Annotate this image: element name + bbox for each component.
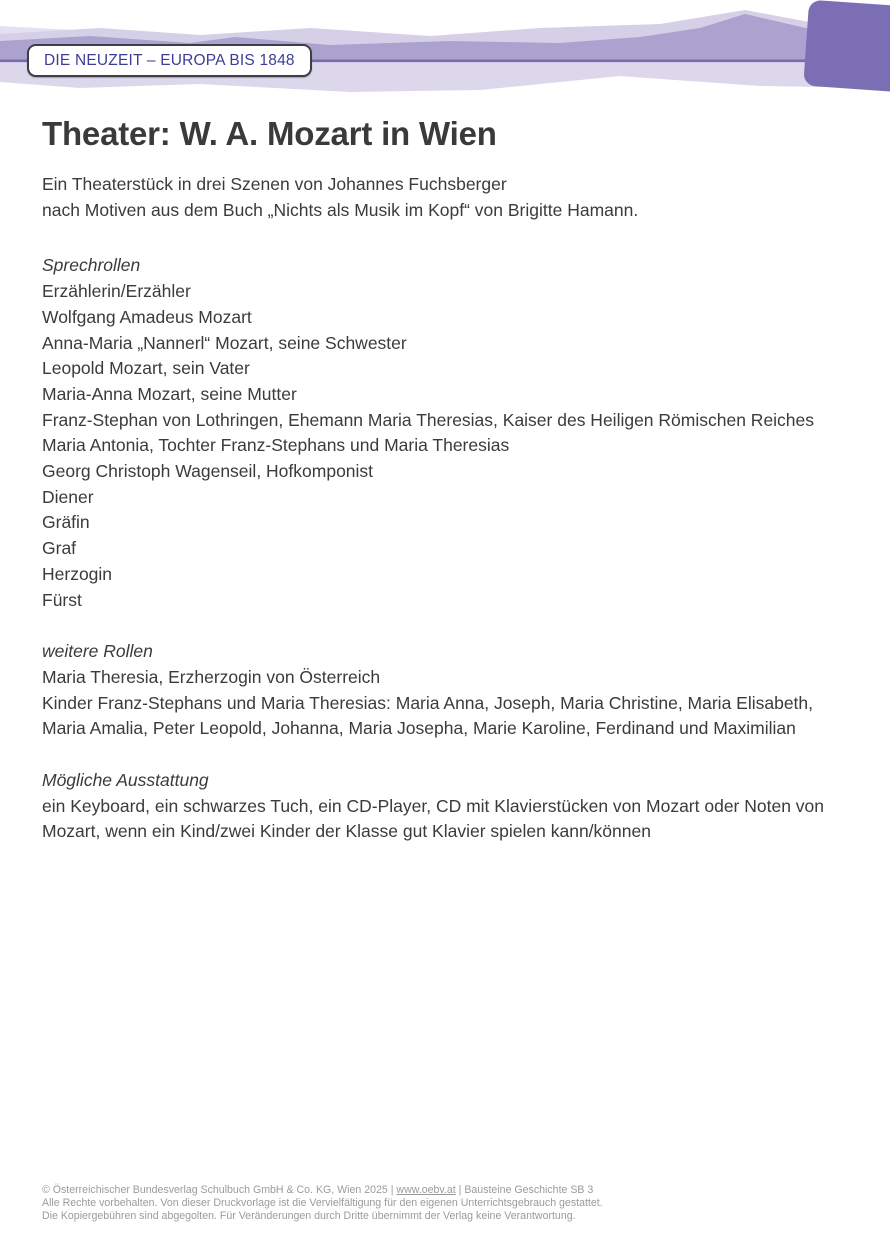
role-list-item: Gräfin [42,512,90,533]
role-list-item: Maria Theresia, Erzherzogin von Österreich [42,666,381,687]
section-heading: Mögliche Ausstattung [42,770,209,791]
role-list-item: Georg Christoph Wagenseil, Hofkomponist [42,461,374,482]
footer-line-liability: Die Kopiergebühren sind abgegolten. Für Veränderungen durch Dritte übernimmt der Verlag keine Verantwortung. [42,1210,576,1223]
chapter-badge-label: DIE NEUZEIT – EUROPA BIS 1848 [44,51,295,69]
role-list [42,665,850,742]
intro-line: Ein Theaterstück in drei Szenen von Johannes Fuchsberger [42,174,507,194]
role-list-item: Diener [42,486,94,507]
role-list-item: Graf [42,538,77,559]
footer-series-text: | Bausteine Geschichte SB 3 [455,1184,594,1196]
section-weitere-rollen [42,639,850,742]
section-heading: Sprechrollen [42,255,141,276]
role-list-item: Erzählerin/Erzähler [42,281,191,302]
role-list-item: Franz-Stephan von Lothringen, Ehemann Maria Theresias, Kaiser des Heiligen Römischen Reiches [42,409,815,430]
role-list [42,279,850,613]
page-title: Theater: W. A. Mozart in Wien [42,115,497,152]
role-list-item: Kinder Franz-Stephans und Maria Theresias: Maria Anna, Joseph, Maria Christine, Maria Elisabeth, Maria Amalia, Peter Leopold, Johanna, Maria Josepha, Marie Karoline, Ferdinand und Maximilian [42,692,814,739]
role-list-item: Wolfgang Amadeus Mozart [42,306,252,327]
footer-imprint [42,1184,850,1223]
footer-copyright-text: © Österreichischer Bundesverlag Schulbuch GmbH & Co. KG, Wien 2025 | [42,1184,397,1196]
footer-line-rights: Alle Rechte vorbehalten. Von dieser Druckvorlage ist die Vervielfältigung für den eigenen Unterrichtsgebrauch gestattet. [42,1197,603,1210]
role-list-item: Maria-Anna Mozart, seine Mutter [42,383,297,404]
publisher-website-link[interactable]: www.oebv.at [396,1184,456,1196]
equipment-text [42,794,850,845]
footer-line-copyright [42,1184,850,1197]
chapter-badge [27,44,312,77]
intro-paragraph [42,172,850,223]
section-heading: weitere Rollen [42,641,153,662]
role-list-item: Leopold Mozart, sein Vater [42,358,250,379]
intro-line: nach Motiven aus dem Buch „Nichts als Musik im Kopf“ von Brigitte Hamann. [42,199,639,220]
role-list-item: Herzogin [42,563,113,584]
role-list-item: Fürst [42,589,82,610]
role-list-item: Maria Antonia, Tochter Franz-Stephans und Maria Theresias [42,435,510,456]
role-list-item: Anna-Maria „Nannerl“ Mozart, seine Schwester [42,332,407,353]
document-content [42,112,850,845]
equipment-line: ein Keyboard, ein schwarzes Tuch, ein CD-Player, CD mit Klavierstücken von Mozart oder Noten von Mozart, wenn ein Kind/zwei Kinder der Klasse gut Klavier spielen kann/können [42,795,825,842]
section-sprechrollen [42,253,850,613]
section-moegliche-ausstattung [42,768,850,845]
